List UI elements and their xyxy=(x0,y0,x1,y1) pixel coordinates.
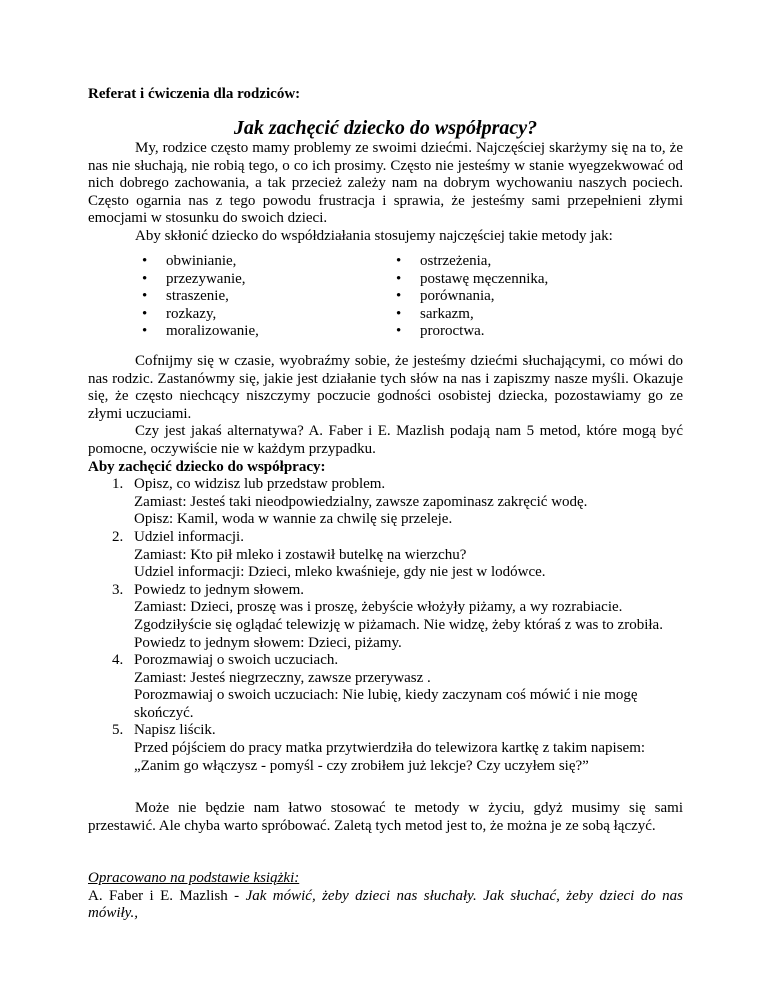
step-item xyxy=(88,476,683,529)
list-item: • straszenie, xyxy=(142,288,259,306)
methods-list-right xyxy=(396,253,548,341)
step-title: Porozmawiaj o swoich uczuciach. xyxy=(134,652,339,669)
source-book-title: Jak mówić, żeby dzieci nas słuchały. Jak słuchać, żeby dzieci do nas mówiły., xyxy=(88,887,683,922)
closing-paragraph: Może nie będzie nam łatwo stosować te metody w życiu, gdyż musimy się sami przestawić. Ale chyba warto spróbować. Zaletą tych metod jest to, że można je ze sobą łączyć. xyxy=(88,800,683,834)
document-title: Jak zachęcić dziecko do współpracy? xyxy=(233,117,538,139)
source-section xyxy=(88,870,683,923)
step-item xyxy=(88,529,683,582)
step-item xyxy=(88,582,683,652)
step-line: Porozmawiaj o swoich uczuciach: Nie lubię, kiedy zaczynam coś mówić i nie mogę skończyć. xyxy=(134,687,638,721)
step-number: 3. xyxy=(112,581,124,598)
list-item: • obwinianie, xyxy=(142,253,259,271)
methods-list-left xyxy=(142,253,259,341)
step-line: Zamiast: Jesteś taki nieodpowiedzialny, zawsze zapominasz zakręcić wodę. xyxy=(134,493,588,510)
source-citation xyxy=(88,888,683,923)
step-title: Udziel informacji. xyxy=(134,528,244,545)
step-line: Zamiast: Dzieci, proszę was i proszę, żebyście włożyły piżamy, a wy rozrabiacie. Zgodziłyście się oglądać telewizję w piżamach. Nie widzę, żeby któraś z was to zrobiła. xyxy=(134,599,663,633)
step-line: Przed pójściem do pracy matka przytwierdziła do telewizora kartkę z takim napisem: xyxy=(134,740,646,757)
closing-section xyxy=(88,800,683,835)
list-item: • proroctwa. xyxy=(396,323,548,341)
step-line: Opisz: Kamil, woda w wannie za chwilę się przeleje. xyxy=(134,511,453,528)
intro-paragraph: Aby skłonić dziecko do współdziałania stosujemy najczęściej takie metody jak: xyxy=(135,227,613,244)
step-number: 1. xyxy=(112,476,124,493)
step-line: Udziel informacji: Dzieci, mleko kwaśnieje, gdy nie jest w lodówce. xyxy=(134,564,546,581)
step-number: 4. xyxy=(112,652,124,669)
step-line: Powiedz to jednym słowem: Dzieci, piżamy. xyxy=(134,634,402,651)
step-item xyxy=(88,722,683,775)
step-number: 2. xyxy=(112,528,124,545)
cooperation-heading: Aby zachęcić dziecko do współpracy: xyxy=(88,458,326,475)
intro-section xyxy=(88,140,683,246)
source-label: Opracowano na podstawie książki: xyxy=(88,870,300,886)
list-item: • moralizowanie, xyxy=(142,323,259,341)
step-title: Powiedz to jednym słowem. xyxy=(134,581,304,598)
step-number: 5. xyxy=(112,722,124,739)
intro-paragraph: My, rodzice często mamy problemy ze swoimi dziećmi. Najczęściej skarżymy się na to, że nas nie słuchają, nie robią tego, o co ich prosimy. Często nie jesteśmy w stanie wyegzekwować od nich dobrego zachowania, a tak przecież zależy nam na dobrym wychowaniu naszych pociech. Często ogarnia nas z tego powodu frustracja i sprawia, że jesteśmy sami przepełnieni złymi emocjami w stosunku do swoich dzieci. xyxy=(88,140,683,227)
source-authors: A. Faber i E. Mazlish - xyxy=(88,887,246,904)
step-item xyxy=(88,652,683,722)
body-paragraph: Cofnijmy się w czasie, wyobraźmy sobie, że jesteśmy dziećmi słuchającymi, co mówi do nas rodzic. Zastanówmy się, jakie jest działanie tych słów na nas i zapiszmy nasze myśli. Okazuje się, że często niechcący niszczymy poczucie godności osobistej dziecka, pozostawiamy go ze złymi uczuciami. xyxy=(88,353,683,422)
list-item: • porównania, xyxy=(396,288,548,306)
list-item: • ostrzeżenia, xyxy=(396,253,548,271)
document-header: Referat i ćwiczenia dla rodziców: xyxy=(88,86,301,102)
step-line: Zamiast: Jesteś niegrzeczny, zawsze przerywasz . xyxy=(134,669,431,686)
steps-list xyxy=(88,476,683,775)
list-item: • przezywanie, xyxy=(142,271,259,289)
step-line: Zamiast: Kto pił mleko i zostawił butelkę na wierzchu? xyxy=(134,546,467,563)
list-item: • sarkazm, xyxy=(396,306,548,324)
body-paragraph: Czy jest jakaś alternatywa? A. Faber i E. Mazlish podają nam 5 metod, które mogą być pomocne, oczywiście nie w każdym przypadku. xyxy=(88,423,683,457)
list-item: • postawę męczennika, xyxy=(396,271,548,289)
body-section xyxy=(88,353,683,775)
step-title: Opisz, co widzisz lub przedstaw problem. xyxy=(134,476,386,493)
list-item: • rozkazy, xyxy=(142,306,259,324)
step-title: Napisz liścik. xyxy=(134,722,216,739)
step-line: „Zanim go włączysz - pomyśl - czy zrobiłem już lekcje? Czy uczyłem się?” xyxy=(134,757,589,774)
